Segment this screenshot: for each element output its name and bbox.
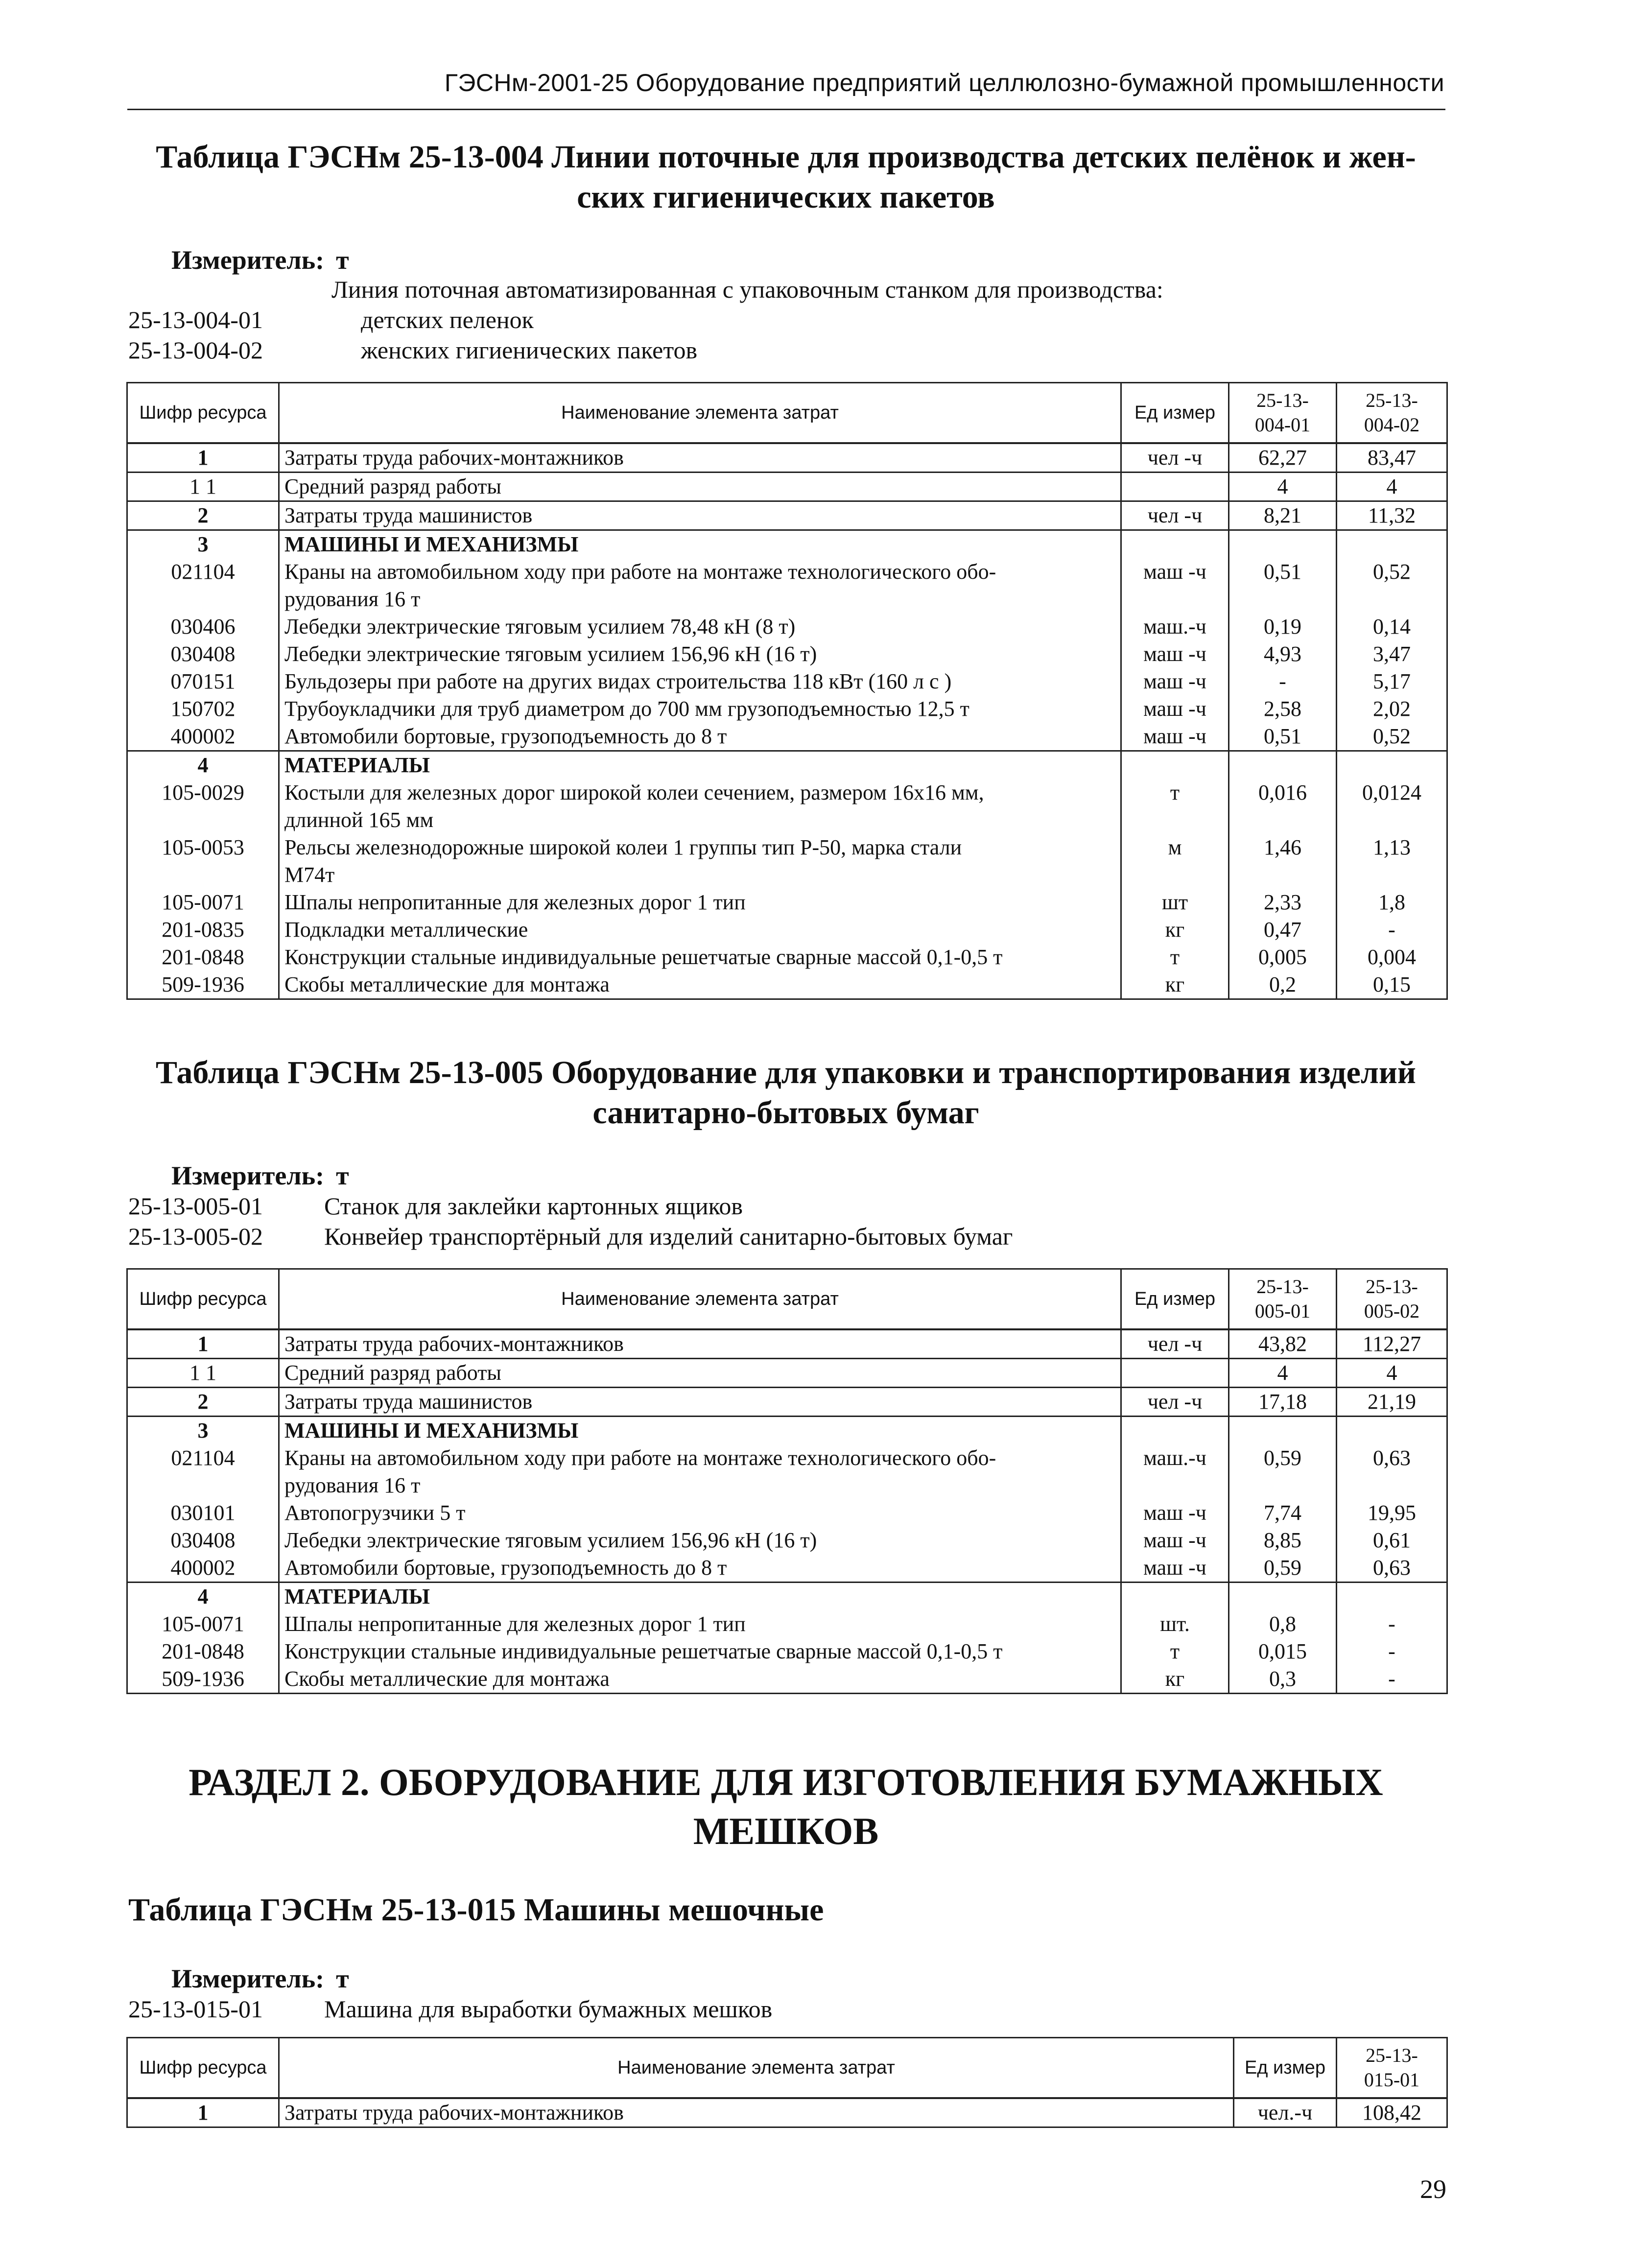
row-unit: маш -ч <box>1121 1554 1229 1583</box>
page-number: 29 <box>1420 2174 1446 2204</box>
row-code: 105-0071 <box>127 889 279 916</box>
row-value2: 0,004 <box>1337 944 1447 971</box>
row-name: Автомобили бортовые, грузоподъемность до 8 т <box>279 1554 1121 1583</box>
row-value1: 7,74 <box>1229 1499 1337 1527</box>
row-value2: - <box>1337 916 1447 944</box>
row-unit <box>1121 751 1229 780</box>
section2-title <box>127 1758 1444 1856</box>
meter-unit: т <box>336 245 349 275</box>
col-unit-header: Ед измер <box>1121 383 1229 444</box>
row-unit: т <box>1121 1638 1229 1665</box>
row-value2: - <box>1337 1610 1447 1638</box>
row-name: Скобы металлические для монтажа <box>279 971 1121 999</box>
row-code: 105-0029 <box>127 779 279 834</box>
table-row <box>127 1583 1447 1611</box>
intro-text: Конвейер транспортёрный для изделий санитарно-бытовых бумаг <box>324 1223 1013 1250</box>
table-row <box>127 1554 1447 1583</box>
row-unit <box>1121 472 1229 501</box>
intro-line <box>128 305 1163 335</box>
row-value2: 1,13 <box>1337 834 1447 889</box>
row-unit: маш -ч <box>1121 640 1229 668</box>
table-row <box>127 695 1447 723</box>
row-code: 509-1936 <box>127 971 279 999</box>
table2-body <box>127 1329 1447 1694</box>
row-unit: маш.-ч <box>1121 1444 1229 1499</box>
row-value1: 0,59 <box>1229 1444 1337 1499</box>
col-resource-header: Шифр ресурса <box>127 2038 279 2099</box>
row-code: 201-0835 <box>127 916 279 944</box>
row-unit: маш -ч <box>1121 695 1229 723</box>
table-row <box>127 751 1447 780</box>
row-name: Шпалы непропитанные для железных дорог 1 тип <box>279 889 1121 916</box>
intro-text: Машина для выработки бумажных мешков <box>324 1995 773 2023</box>
col-value1-header: 25-13- 004-01 <box>1229 383 1337 444</box>
row-name: Конструкции стальные индивидуальные решетчатые сварные массой 0,1-0,5 т <box>279 944 1121 971</box>
table-row <box>127 1444 1447 1499</box>
table-row <box>127 1610 1447 1638</box>
table2-heading-line2: санитарно-бытовых бумаг <box>592 1095 979 1131</box>
row-value1: 2,33 <box>1229 889 1337 916</box>
table1-heading-line1: Таблица ГЭСНм 25-13-004 Линии поточные для производства детских пелёнок и жен- <box>156 139 1416 175</box>
row-name: МАТЕРИАЛЫ <box>279 1583 1121 1611</box>
row-name: Затраты труда машинистов <box>279 501 1121 530</box>
row-value1: 4,93 <box>1229 640 1337 668</box>
row-unit: чел.-ч <box>1234 2098 1337 2127</box>
intro-text: детских пеленок <box>361 306 534 333</box>
col-unit-header: Ед измер <box>1234 2038 1337 2099</box>
row-name: Затраты труда рабочих-монтажников <box>279 443 1121 472</box>
row-unit: м <box>1121 834 1229 889</box>
row-unit: т <box>1121 944 1229 971</box>
table-row <box>127 1527 1447 1554</box>
row-value1: 0,005 <box>1229 944 1337 971</box>
row-value2: 1,8 <box>1337 889 1447 916</box>
row-unit <box>1121 530 1229 559</box>
col-unit-header: Ед измер <box>1121 1269 1229 1330</box>
row-value2: 0,63 <box>1337 1444 1447 1499</box>
table3-body <box>127 2098 1447 2127</box>
row-code: 3 <box>127 530 279 559</box>
table3-intro <box>128 1994 772 2024</box>
table2-heading-line1: Таблица ГЭСНм 25-13-005 Оборудование для упаковки и транспортирования изделий <box>156 1055 1416 1090</box>
row-code: 105-0071 <box>127 1610 279 1638</box>
row-value2: 3,47 <box>1337 640 1447 668</box>
table2-meter <box>171 1160 349 1191</box>
row-code: 201-0848 <box>127 944 279 971</box>
intro-code: 25-13-004-01 <box>128 306 263 333</box>
row-unit: маш.-ч <box>1121 613 1229 640</box>
header-rule <box>127 109 1445 110</box>
running-header: ГЭСНм-2001-25 Оборудование предприятий целлюлозно-бумажной промышленности <box>444 69 1444 96</box>
row-value1 <box>1229 1417 1337 1445</box>
table-row <box>127 1359 1447 1388</box>
row-unit: кг <box>1121 916 1229 944</box>
col-resource-header: Шифр ресурса <box>127 383 279 444</box>
intro-code: 25-13-015-01 <box>128 1995 263 2023</box>
row-code: 4 <box>127 751 279 780</box>
table3-meter <box>171 1963 349 1994</box>
table2-intro <box>128 1191 1013 1252</box>
row-value2: 21,19 <box>1337 1388 1447 1417</box>
row-unit: маш -ч <box>1121 723 1229 751</box>
table-row <box>127 1329 1447 1359</box>
row-name: Лебедки электрические тяговым усилием 78,48 кН (8 т) <box>279 613 1121 640</box>
row-value2: 4 <box>1337 472 1447 501</box>
row-value2: 112,27 <box>1337 1329 1447 1359</box>
intro-line <box>128 1221 1013 1252</box>
row-code: 1 <box>127 443 279 472</box>
section2-line1: РАЗДЕЛ 2. ОБОРУДОВАНИЕ ДЛЯ ИЗГОТОВЛЕНИЯ БУМАЖНЫХ <box>189 1761 1383 1803</box>
row-value2: 0,52 <box>1337 558 1447 613</box>
table-row <box>127 1638 1447 1665</box>
row-unit: кг <box>1121 1665 1229 1694</box>
table-row <box>127 779 1447 834</box>
col-value1-header: 25-13- 015-01 <box>1337 2038 1447 2099</box>
col-name-header: Наименование элемента затрат <box>279 1269 1121 1330</box>
row-value1: 0,016 <box>1229 779 1337 834</box>
row-code: 1 <box>127 2098 279 2127</box>
row-code: 021104 <box>127 1444 279 1499</box>
meter-label: Измеритель: <box>171 1964 325 1993</box>
row-value2: 0,0124 <box>1337 779 1447 834</box>
table-row <box>127 916 1447 944</box>
table-row <box>127 1388 1447 1417</box>
table-row <box>127 530 1447 559</box>
row-name: Автопогрузчики 5 т <box>279 1499 1121 1527</box>
row-value2 <box>1337 1417 1447 1445</box>
row-name: Конструкции стальные индивидуальные решетчатые сварные массой 0,1-0,5 т <box>279 1638 1121 1665</box>
row-name: Бульдозеры при работе на других видах строительства 118 кВт (160 л с ) <box>279 668 1121 695</box>
col-resource-header: Шифр ресурса <box>127 1269 279 1330</box>
col-name-header: Наименование элемента затрат <box>279 383 1121 444</box>
row-value1: 0,3 <box>1229 1665 1337 1694</box>
col-name-header: Наименование элемента затрат <box>279 2038 1234 2099</box>
row-value2: 2,02 <box>1337 695 1447 723</box>
row-name: Рельсы железнодорожные широкой колеи 1 группы тип Р-50, марка стали М74т <box>279 834 1121 889</box>
table1-meter <box>171 245 349 275</box>
intro-text: женских гигиенических пакетов <box>361 336 698 364</box>
row-value2: 0,14 <box>1337 613 1447 640</box>
row-name: МАШИНЫ И МЕХАНИЗМЫ <box>279 530 1121 559</box>
row-unit: чел -ч <box>1121 501 1229 530</box>
row-value1: 0,51 <box>1229 558 1337 613</box>
meter-unit: т <box>336 1161 349 1190</box>
row-value1: 0,19 <box>1229 613 1337 640</box>
row-code: 105-0053 <box>127 834 279 889</box>
table-row <box>127 668 1447 695</box>
row-value1: - <box>1229 668 1337 695</box>
row-code: 030101 <box>127 1499 279 1527</box>
table3-heading: Таблица ГЭСНм 25-13-015 Машины мешочные <box>128 1892 824 1928</box>
table-row <box>127 1499 1447 1527</box>
row-name: Лебедки электрические тяговым усилием 156,96 кН (16 т) <box>279 640 1121 668</box>
row-value1: 8,85 <box>1229 1527 1337 1554</box>
row-value1: 0,015 <box>1229 1638 1337 1665</box>
table-row <box>127 1417 1447 1445</box>
meter-label: Измеритель: <box>171 1161 325 1190</box>
row-value2 <box>1337 751 1447 780</box>
row-value1 <box>1229 751 1337 780</box>
table1-heading <box>127 137 1444 217</box>
row-code: 400002 <box>127 1554 279 1583</box>
row-value2 <box>1337 530 1447 559</box>
row-value2 <box>1337 1583 1447 1611</box>
row-value1: 4 <box>1229 472 1337 501</box>
table1-intro-title: Линия поточная автоматизированная с упаковочным станком для производства: <box>331 276 1163 303</box>
row-unit: маш -ч <box>1121 668 1229 695</box>
row-value2: 0,61 <box>1337 1527 1447 1554</box>
intro-code: 25-13-005-01 <box>128 1192 263 1220</box>
row-value2: 0,15 <box>1337 971 1447 999</box>
col-value2-header: 25-13- 005-02 <box>1337 1269 1447 1330</box>
row-value2: 0,52 <box>1337 723 1447 751</box>
row-value1: 0,59 <box>1229 1554 1337 1583</box>
table-row <box>127 1665 1447 1694</box>
row-code: 021104 <box>127 558 279 613</box>
table1-body <box>127 443 1447 999</box>
table1-heading-line2: ских гигиенических пакетов <box>577 179 995 215</box>
table-row <box>127 613 1447 640</box>
table-row <box>127 558 1447 613</box>
row-name: Средний разряд работы <box>279 472 1121 501</box>
intro-code: 25-13-005-02 <box>128 1223 263 1250</box>
row-name: Подкладки металлические <box>279 916 1121 944</box>
row-code: 201-0848 <box>127 1638 279 1665</box>
row-name: Костыли для железных дорог широкой колеи сечением, размером 16x16 мм, длинной 165 мм <box>279 779 1121 834</box>
row-code: 1 1 <box>127 1359 279 1388</box>
row-value2: 11,32 <box>1337 501 1447 530</box>
table-row <box>127 889 1447 916</box>
table1 <box>126 382 1448 1000</box>
row-value2: 83,47 <box>1337 443 1447 472</box>
row-code: 030408 <box>127 1527 279 1554</box>
table-row <box>127 501 1447 530</box>
row-value1: 108,42 <box>1337 2098 1447 2127</box>
row-code: 1 1 <box>127 472 279 501</box>
row-code: 2 <box>127 501 279 530</box>
row-value2: - <box>1337 1638 1447 1665</box>
row-value2: 5,17 <box>1337 668 1447 695</box>
table1-intro <box>128 274 1163 365</box>
intro-text: Станок для заклейки картонных ящиков <box>324 1192 743 1220</box>
row-code: 150702 <box>127 695 279 723</box>
row-value2: 0,63 <box>1337 1554 1447 1583</box>
row-value1: 0,51 <box>1229 723 1337 751</box>
row-code: 030408 <box>127 640 279 668</box>
row-unit: маш -ч <box>1121 558 1229 613</box>
row-value1: 43,82 <box>1229 1329 1337 1359</box>
table-row <box>127 472 1447 501</box>
row-code: 2 <box>127 1388 279 1417</box>
row-unit <box>1121 1359 1229 1388</box>
row-code: 030406 <box>127 613 279 640</box>
table-row <box>127 723 1447 751</box>
row-name: Трубоукладчики для труб диаметром до 700 мм грузоподъемностью 12,5 т <box>279 695 1121 723</box>
row-unit: чел -ч <box>1121 443 1229 472</box>
row-code: 4 <box>127 1583 279 1611</box>
row-value1: 62,27 <box>1229 443 1337 472</box>
row-name: Шпалы непропитанные для железных дорог 1 тип <box>279 1610 1121 1638</box>
row-code: 1 <box>127 1329 279 1359</box>
row-name: Автомобили бортовые, грузоподъемность до 8 т <box>279 723 1121 751</box>
row-value1 <box>1229 1583 1337 1611</box>
row-value1: 0,2 <box>1229 971 1337 999</box>
row-unit: шт. <box>1121 1610 1229 1638</box>
row-value2: 4 <box>1337 1359 1447 1388</box>
table-row <box>127 640 1447 668</box>
table3 <box>126 2037 1448 2128</box>
row-value1: 8,21 <box>1229 501 1337 530</box>
row-name: МАШИНЫ И МЕХАНИЗМЫ <box>279 1417 1121 1445</box>
intro-line <box>128 1191 1013 1221</box>
row-unit: кг <box>1121 971 1229 999</box>
row-value1: 1,46 <box>1229 834 1337 889</box>
row-value2: - <box>1337 1665 1447 1694</box>
row-name: Лебедки электрические тяговым усилием 156,96 кН (16 т) <box>279 1527 1121 1554</box>
row-value1: 0,8 <box>1229 1610 1337 1638</box>
table2 <box>126 1268 1448 1694</box>
row-unit: чел -ч <box>1121 1329 1229 1359</box>
row-name: Затраты труда рабочих-монтажников <box>279 1329 1121 1359</box>
row-unit: шт <box>1121 889 1229 916</box>
row-unit <box>1121 1417 1229 1445</box>
table2-header-row <box>127 1269 1447 1330</box>
row-code: 070151 <box>127 668 279 695</box>
row-code: 400002 <box>127 723 279 751</box>
table2-heading <box>127 1053 1444 1133</box>
table-row <box>127 834 1447 889</box>
table3-header-row <box>127 2038 1447 2099</box>
row-name: Краны на автомобильном ходу при работе на монтаже технологического обо- рудования 16 т <box>279 1444 1121 1499</box>
row-unit: маш -ч <box>1121 1499 1229 1527</box>
row-value1: 4 <box>1229 1359 1337 1388</box>
row-name: Средний разряд работы <box>279 1359 1121 1388</box>
row-name: МАТЕРИАЛЫ <box>279 751 1121 780</box>
row-code: 509-1936 <box>127 1665 279 1694</box>
row-value2: 19,95 <box>1337 1499 1447 1527</box>
col-value1-header: 25-13- 005-01 <box>1229 1269 1337 1330</box>
intro-code: 25-13-004-02 <box>128 336 263 364</box>
table-row <box>127 971 1447 999</box>
row-code: 3 <box>127 1417 279 1445</box>
table-row <box>127 944 1447 971</box>
row-unit: маш -ч <box>1121 1527 1229 1554</box>
row-value1: 2,58 <box>1229 695 1337 723</box>
intro-line <box>128 1994 772 2024</box>
row-value1: 17,18 <box>1229 1388 1337 1417</box>
meter-unit: т <box>336 1964 349 1993</box>
row-value1 <box>1229 530 1337 559</box>
table-row <box>127 443 1447 472</box>
row-unit: чел -ч <box>1121 1388 1229 1417</box>
row-name: Скобы металлические для монтажа <box>279 1665 1121 1694</box>
row-value1: 0,47 <box>1229 916 1337 944</box>
row-name: Краны на автомобильном ходу при работе на монтаже технологического обо- рудования 16 т <box>279 558 1121 613</box>
row-name: Затраты труда рабочих-монтажников <box>279 2098 1234 2127</box>
col-value2-header: 25-13- 004-02 <box>1337 383 1447 444</box>
meter-label: Измеритель: <box>171 245 325 275</box>
row-name: Затраты труда машинистов <box>279 1388 1121 1417</box>
intro-line <box>128 335 1163 365</box>
table-row <box>127 2098 1447 2127</box>
row-unit <box>1121 1583 1229 1611</box>
row-unit: т <box>1121 779 1229 834</box>
section2-line2: МЕШКОВ <box>693 1810 879 1852</box>
table1-header-row <box>127 383 1447 444</box>
